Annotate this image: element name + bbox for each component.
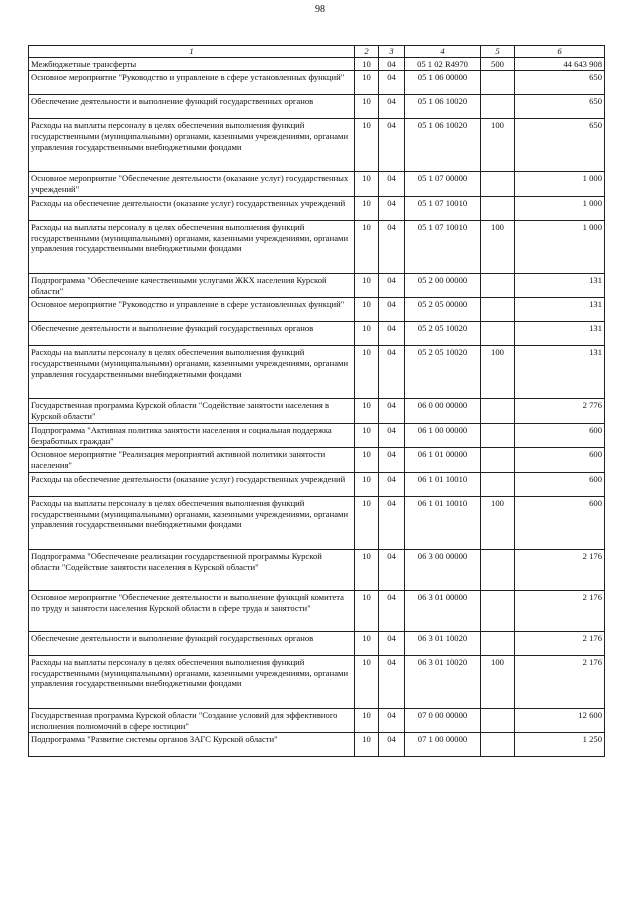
table-row: [29, 71, 605, 95]
cell-amount: 2 776: [515, 399, 605, 423]
cell-target-article: 05 1 02 R4970: [405, 57, 481, 71]
cell-subsection: 04: [379, 172, 405, 196]
cell-amount: 1 000: [515, 172, 605, 196]
cell-target-article: 07 0 00 00000: [405, 708, 481, 732]
cell-expense-type: [481, 631, 515, 655]
cell-expense-type: 100: [481, 346, 515, 399]
cell-name: Подпрограмма "Развитие системы органов ЗАГС Курской области": [29, 733, 355, 757]
cell-name: Расходы на выплаты персоналу в целях обеспечения выполнения функций государственными (муниципальными) органами, казенными учреждениями, органами управления государственными внебюджетными фондами: [29, 496, 355, 549]
cell-expense-type: [481, 733, 515, 757]
cell-subsection: 04: [379, 273, 405, 297]
cell-section: 10: [355, 708, 379, 732]
table-row: [29, 298, 605, 322]
cell-subsection: 04: [379, 448, 405, 472]
cell-target-article: 05 2 05 10020: [405, 322, 481, 346]
cell-name: Государственная программа Курской области "Создание условий для эффективного исполнения полномочий в сфере юстиции": [29, 708, 355, 732]
column-header: 1: [29, 46, 355, 58]
table-row: [29, 399, 605, 423]
cell-name: Основное мероприятие "Обеспечение деятельности и выполнение функций комитета по труду и занятости населения Курской области в сфере труда и занятости": [29, 590, 355, 631]
table-row: [29, 346, 605, 399]
budget-table: [28, 45, 605, 757]
cell-expense-type: [481, 95, 515, 119]
cell-name: Расходы на выплаты персоналу в целях обеспечения выполнения функций государственными (муниципальными) органами, казенными учреждениями, органами управления государственными внебюджетными фондами: [29, 655, 355, 708]
cell-expense-type: [481, 708, 515, 732]
table-header-row: [29, 46, 605, 58]
table-row: [29, 472, 605, 496]
cell-subsection: 04: [379, 399, 405, 423]
cell-expense-type: 100: [481, 119, 515, 172]
cell-section: 10: [355, 423, 379, 447]
cell-amount: 1 250: [515, 733, 605, 757]
cell-name: Основное мероприятие "Руководство и управление в сфере установленных функций": [29, 71, 355, 95]
cell-expense-type: [481, 196, 515, 220]
column-header: 6: [515, 46, 605, 58]
cell-target-article: 05 1 07 10010: [405, 220, 481, 273]
cell-amount: 650: [515, 71, 605, 95]
cell-name: Подпрограмма "Активная политика занятости населения и социальная поддержка безработных граждан": [29, 423, 355, 447]
cell-subsection: 04: [379, 549, 405, 590]
column-header: 4: [405, 46, 481, 58]
cell-target-article: 06 1 01 10010: [405, 472, 481, 496]
cell-amount: 131: [515, 322, 605, 346]
cell-name: Расходы на выплаты персоналу в целях обеспечения выполнения функций государственными (муниципальными) органами, казенными учреждениями, органами управления государственными внебюджетными фондами: [29, 346, 355, 399]
cell-subsection: 04: [379, 733, 405, 757]
cell-amount: 600: [515, 423, 605, 447]
cell-subsection: 04: [379, 590, 405, 631]
column-header: 3: [379, 46, 405, 58]
cell-section: 10: [355, 172, 379, 196]
cell-target-article: 06 3 01 10020: [405, 631, 481, 655]
cell-subsection: 04: [379, 196, 405, 220]
cell-subsection: 04: [379, 631, 405, 655]
table-row: [29, 95, 605, 119]
cell-section: 10: [355, 448, 379, 472]
table-body: [29, 57, 605, 757]
cell-name: Обеспечение деятельности и выполнение функций государственных органов: [29, 322, 355, 346]
cell-target-article: 05 1 06 10020: [405, 95, 481, 119]
cell-section: 10: [355, 95, 379, 119]
table-row: [29, 119, 605, 172]
cell-name: Обеспечение деятельности и выполнение функций государственных органов: [29, 95, 355, 119]
cell-name: Расходы на выплаты персоналу в целях обеспечения выполнения функций государственными (муниципальными) органами, казенными учреждениями, органами управления государственными внебюджетными фондами: [29, 220, 355, 273]
cell-section: 10: [355, 322, 379, 346]
cell-section: 10: [355, 196, 379, 220]
cell-amount: 600: [515, 448, 605, 472]
cell-name: Основное мероприятие "Реализация мероприятий активной политики занятости населения": [29, 448, 355, 472]
cell-section: 10: [355, 496, 379, 549]
cell-section: 10: [355, 273, 379, 297]
cell-amount: 131: [515, 346, 605, 399]
cell-section: 10: [355, 733, 379, 757]
cell-target-article: 06 3 01 10020: [405, 655, 481, 708]
cell-subsection: 04: [379, 71, 405, 95]
cell-subsection: 04: [379, 322, 405, 346]
cell-subsection: 04: [379, 496, 405, 549]
cell-section: 10: [355, 220, 379, 273]
cell-section: 10: [355, 631, 379, 655]
cell-amount: 1 000: [515, 196, 605, 220]
cell-subsection: 04: [379, 423, 405, 447]
cell-expense-type: [481, 423, 515, 447]
cell-amount: 2 176: [515, 590, 605, 631]
cell-name: Государственная программа Курской области "Содействие занятости населения в Курской области": [29, 399, 355, 423]
cell-name: Расходы на обеспечение деятельности (оказание услуг) государственных учреждений: [29, 196, 355, 220]
table-row: [29, 448, 605, 472]
cell-section: 10: [355, 549, 379, 590]
table-row: [29, 631, 605, 655]
cell-section: 10: [355, 119, 379, 172]
cell-amount: 2 176: [515, 631, 605, 655]
cell-target-article: 05 2 05 00000: [405, 298, 481, 322]
cell-target-article: 05 1 06 10020: [405, 119, 481, 172]
table-row: [29, 57, 605, 71]
cell-target-article: 06 3 01 00000: [405, 590, 481, 631]
cell-expense-type: [481, 472, 515, 496]
cell-amount: 600: [515, 496, 605, 549]
column-header: 5: [481, 46, 515, 58]
cell-target-article: 05 1 07 10010: [405, 196, 481, 220]
cell-expense-type: 100: [481, 496, 515, 549]
cell-section: 10: [355, 655, 379, 708]
cell-name: Обеспечение деятельности и выполнение функций государственных органов: [29, 631, 355, 655]
cell-section: 10: [355, 472, 379, 496]
cell-target-article: 06 1 01 00000: [405, 448, 481, 472]
cell-target-article: 06 0 00 00000: [405, 399, 481, 423]
column-header: 2: [355, 46, 379, 58]
cell-expense-type: 100: [481, 655, 515, 708]
table-row: [29, 549, 605, 590]
cell-expense-type: [481, 399, 515, 423]
cell-subsection: 04: [379, 57, 405, 71]
cell-expense-type: [481, 448, 515, 472]
cell-subsection: 04: [379, 346, 405, 399]
cell-amount: 12 600: [515, 708, 605, 732]
cell-amount: 2 176: [515, 655, 605, 708]
cell-expense-type: 500: [481, 57, 515, 71]
cell-section: 10: [355, 71, 379, 95]
cell-section: 10: [355, 590, 379, 631]
cell-expense-type: [481, 298, 515, 322]
cell-amount: 44 643 908: [515, 57, 605, 71]
cell-name: Подпрограмма "Обеспечение реализации государственной программы Курской области "Содействие занятости населения в Курской области": [29, 549, 355, 590]
cell-amount: 600: [515, 472, 605, 496]
table-row: [29, 220, 605, 273]
cell-name: Основное мероприятие "Руководство и управление в сфере установленных функций": [29, 298, 355, 322]
cell-target-article: 05 1 06 00000: [405, 71, 481, 95]
table-row: [29, 655, 605, 708]
cell-name: Основное мероприятие "Обеспечение деятельности (оказание услуг) государственных учреждений": [29, 172, 355, 196]
cell-target-article: 06 3 00 00000: [405, 549, 481, 590]
cell-subsection: 04: [379, 472, 405, 496]
table-row: [29, 708, 605, 732]
cell-amount: 131: [515, 298, 605, 322]
cell-subsection: 04: [379, 220, 405, 273]
cell-expense-type: [481, 172, 515, 196]
cell-expense-type: [481, 549, 515, 590]
cell-expense-type: [481, 322, 515, 346]
cell-name: Расходы на выплаты персоналу в целях обеспечения выполнения функций государственными (муниципальными) органами, казенными учреждениями, органами управления государственными внебюджетными фондами: [29, 119, 355, 172]
cell-section: 10: [355, 298, 379, 322]
table-row: [29, 496, 605, 549]
cell-amount: 1 000: [515, 220, 605, 273]
cell-amount: 650: [515, 95, 605, 119]
table-row: [29, 196, 605, 220]
cell-amount: 2 176: [515, 549, 605, 590]
cell-amount: 131: [515, 273, 605, 297]
cell-subsection: 04: [379, 708, 405, 732]
cell-target-article: 06 1 00 00000: [405, 423, 481, 447]
table-row: [29, 423, 605, 447]
table-row: [29, 172, 605, 196]
cell-name: Расходы на обеспечение деятельности (оказание услуг) государственных учреждений: [29, 472, 355, 496]
table-row: [29, 733, 605, 757]
table-row: [29, 590, 605, 631]
cell-target-article: 07 1 00 00000: [405, 733, 481, 757]
cell-name: Межбюджетные трансферты: [29, 57, 355, 71]
cell-expense-type: [481, 273, 515, 297]
table-row: [29, 273, 605, 297]
cell-target-article: 05 2 00 00000: [405, 273, 481, 297]
cell-target-article: 06 1 01 10010: [405, 496, 481, 549]
cell-name: Подпрограмма "Обеспечение качественными услугами ЖКХ населения Курской области": [29, 273, 355, 297]
cell-section: 10: [355, 399, 379, 423]
cell-target-article: 05 1 07 00000: [405, 172, 481, 196]
cell-subsection: 04: [379, 298, 405, 322]
cell-section: 10: [355, 346, 379, 399]
cell-expense-type: [481, 71, 515, 95]
table-row: [29, 322, 605, 346]
cell-expense-type: 100: [481, 220, 515, 273]
cell-subsection: 04: [379, 95, 405, 119]
cell-subsection: 04: [379, 119, 405, 172]
cell-expense-type: [481, 590, 515, 631]
cell-section: 10: [355, 57, 379, 71]
cell-target-article: 05 2 05 10020: [405, 346, 481, 399]
cell-amount: 650: [515, 119, 605, 172]
page-number: 98: [315, 4, 325, 15]
cell-subsection: 04: [379, 655, 405, 708]
